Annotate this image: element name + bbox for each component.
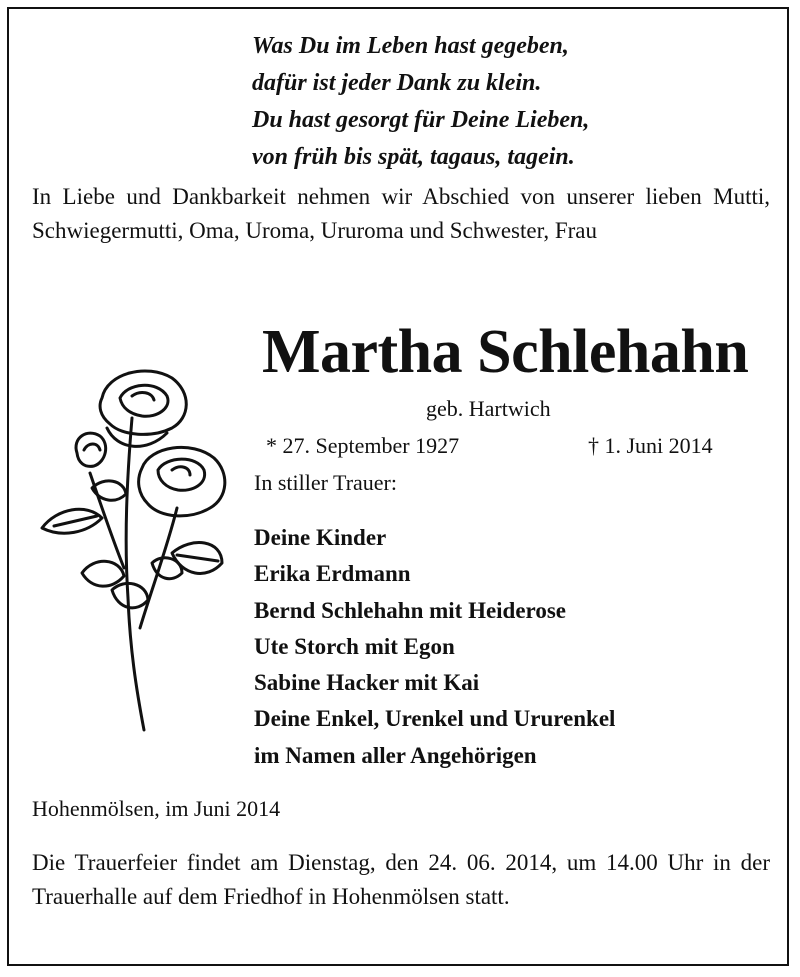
intro-text: In Liebe und Dankbarkeit nehmen wir Abschied von unserer lieben Mutti, Schwiegermutti, Oma, Uroma, Ururoma und Schwester, Frau [32,184,770,243]
poem-line: dafür ist jeder Dank zu klein. [252,70,542,96]
family-line: Deine Enkel, Urenkel und Ururenkel [254,706,616,732]
mourning-line: In stiller Trauer: [254,470,397,495]
death-date: † 1. Juni 2014 [588,433,713,458]
service-info: Die Trauerfeier findet am Dienstag, den 24. 06. 2014, um 14.00 Uhr in der Trauerhalle auf dem Friedhof in Hohenmölsen statt. [32,850,770,909]
family-list [254,520,615,774]
family-line: Bernd Schlehahn mit Heiderose [254,597,567,623]
birth-date: * 27. September 1927 [266,433,460,458]
family-line: Deine Kinder [254,525,387,550]
place-date: Hohenmölsen, im Juni 2014 [32,796,281,821]
rose-icon [32,358,232,738]
family-line: Erika Erdmann [254,561,411,587]
family-line: im Namen aller Angehörigen [254,742,537,768]
family-line: Sabine Hacker mit Kai [254,670,480,696]
poem-line: Du hast gesorgt für Deine Lieben, [252,107,590,133]
maiden-name: geb. Hartwich [426,396,551,421]
family-line: Ute Storch mit Egon [254,633,455,659]
poem-line: von früh bis spät, tagaus, tagein. [252,144,575,170]
poem [252,28,589,176]
deceased-name: Martha Schlehahn [262,318,749,386]
poem-line: Was Du im Leben hast gegeben, [252,33,569,59]
